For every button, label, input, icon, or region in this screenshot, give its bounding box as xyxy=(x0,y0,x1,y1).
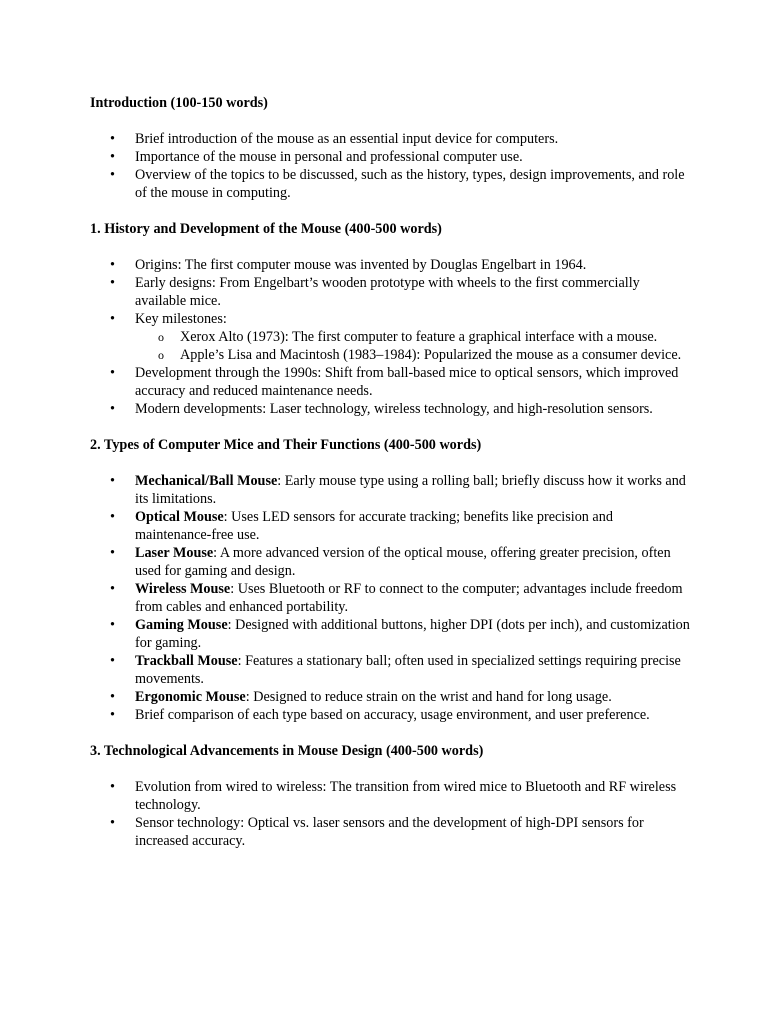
section-heading-advancements: 3. Technological Advancements in Mouse Design (400-500 words) xyxy=(90,743,484,759)
list-item: • Origins: The first computer mouse was invented by Douglas Engelbart in 1964. xyxy=(110,257,587,273)
bullet-icon: • xyxy=(110,617,115,633)
list-item: • Trackball Mouse: Features a stationary ball; often used in specialized settings requiring precise movements. xyxy=(110,653,681,687)
bullet-icon: • xyxy=(110,653,115,669)
bullet-icon: • xyxy=(110,401,115,417)
list-item: • Brief comparison of each type based on accuracy, usage environment, and user preference. xyxy=(110,707,650,723)
list-item: • Overview of the topics to be discussed, such as the history, types, design improvements, and role of the mouse in computing. xyxy=(110,167,685,201)
list-item: • Early designs: From Engelbart’s wooden prototype with wheels to the first commercially available mice. xyxy=(110,275,640,309)
sub-bullet-icon: o xyxy=(158,348,164,362)
bullet-icon: • xyxy=(110,473,115,489)
bullet-icon: • xyxy=(110,257,115,273)
list-item: • Evolution from wired to wireless: The transition from wired mice to Bluetooth and RF wireless technology. xyxy=(110,779,677,813)
list-item: • Modern developments: Laser technology, wireless technology, and high-resolution sensors. xyxy=(110,401,653,417)
history-bullet-list xyxy=(90,256,690,418)
document-page xyxy=(90,94,690,868)
bullet-icon: • xyxy=(110,779,115,795)
list-item: • Development through the 1990s: Shift from ball-based mice to optical sensors, which improved accuracy and reduced maintenance needs. xyxy=(110,365,679,399)
bullet-icon: • xyxy=(110,545,115,561)
sub-list-item: o Xerox Alto (1973): The first computer to feature a graphical interface with a mouse. xyxy=(158,329,658,345)
section-heading-introduction: Introduction (100-150 words) xyxy=(90,95,268,111)
list-item: • Wireless Mouse: Uses Bluetooth or RF to connect to the computer; advantages include freedom from cables and enhanced portability. xyxy=(110,581,683,615)
bullet-icon: • xyxy=(110,131,115,147)
bullet-icon: • xyxy=(110,365,115,381)
list-item: • Laser Mouse: A more advanced version of the optical mouse, offering greater precision, often used for gaming and design. xyxy=(110,545,671,579)
list-item: • Key milestones: o Xerox Alto (1973): The first computer to feature a graphical interface with a mouse. o Apple’s Lisa and Macintosh (1983–1984): Popularized the mouse as a consumer device. xyxy=(90,310,690,364)
list-item: • Optical Mouse: Uses LED sensors for accurate tracking; benefits like precision and maintenance-free use. xyxy=(110,509,613,543)
section-heading-history: 1. History and Development of the Mouse (400-500 words) xyxy=(90,221,442,237)
sub-bullet-icon: o xyxy=(158,330,164,344)
bullet-icon: • xyxy=(110,509,115,525)
list-item: • Gaming Mouse: Designed with additional buttons, higher DPI (dots per inch), and customization for gaming. xyxy=(110,617,690,651)
list-item: • Brief introduction of the mouse as an essential input device for computers. xyxy=(110,131,559,147)
sub-list-item: o Apple’s Lisa and Macintosh (1983–1984): Popularized the mouse as a consumer device. xyxy=(158,347,682,363)
bullet-icon: • xyxy=(110,689,115,705)
list-item: • Ergonomic Mouse: Designed to reduce strain on the wrist and hand for long usage. xyxy=(110,689,612,705)
advancements-bullet-list xyxy=(90,778,690,850)
list-item: • Importance of the mouse in personal and professional computer use. xyxy=(110,149,523,165)
introduction-bullet-list xyxy=(90,130,690,202)
bullet-icon: • xyxy=(110,275,115,291)
section-heading-types: 2. Types of Computer Mice and Their Functions (400-500 words) xyxy=(90,437,482,453)
milestones-sublist xyxy=(135,328,690,364)
bullet-icon: • xyxy=(110,815,115,831)
list-item: • Sensor technology: Optical vs. laser sensors and the development of high-DPI sensors for increased accuracy. xyxy=(110,815,644,849)
list-item: • Mechanical/Ball Mouse: Early mouse type using a rolling ball; briefly discuss how it works and its limitations. xyxy=(110,473,686,507)
bullet-icon: • xyxy=(110,311,115,327)
bullet-icon: • xyxy=(110,149,115,165)
types-bullet-list xyxy=(90,472,690,724)
bullet-icon: • xyxy=(110,581,115,597)
bullet-icon: • xyxy=(110,707,115,723)
bullet-icon: • xyxy=(110,167,115,183)
